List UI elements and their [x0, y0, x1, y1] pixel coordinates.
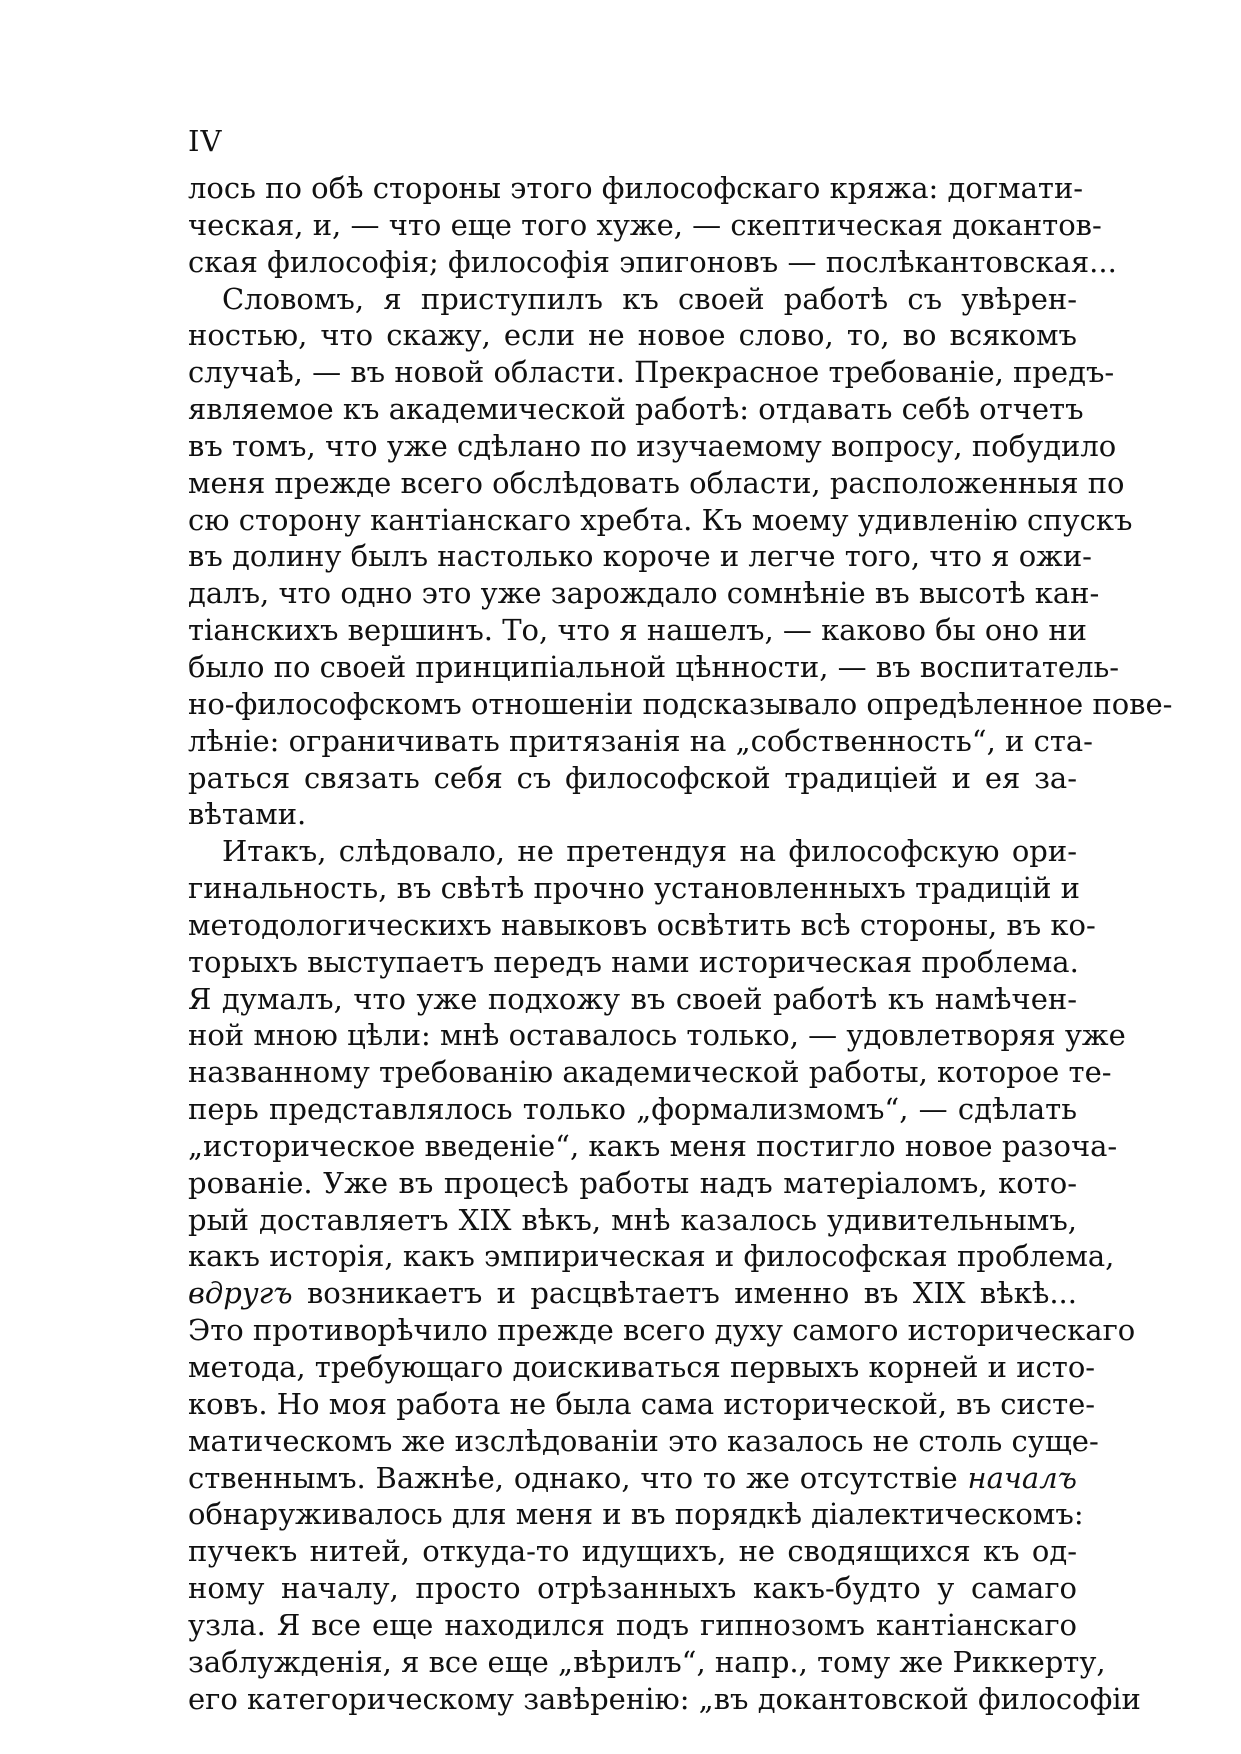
text-line: матическомъ же изслѣдованіи это казалось не столь суще- — [188, 1423, 1099, 1458]
text-line: какъ исторія, какъ эмпирическая и философская проблема, — [188, 1239, 1115, 1274]
line-rest: возникаетъ и расцвѣтаетъ именно въ XIX вѣкѣ... — [306, 1276, 1077, 1311]
text-line: пучекъ нитей, откуда-то идущихъ, не сводящихся къ од- — [188, 1534, 1077, 1569]
text-line: меня прежде всего обслѣдовать области, расположенныя по — [188, 465, 1125, 500]
text-line: сю сторону кантіанскаго хребта. Къ моему удивленію спускъ — [188, 502, 1133, 537]
page-number: IV — [188, 124, 223, 158]
text-line: ностью, что скажу, если не новое слово, то, во всякомъ — [188, 318, 1077, 353]
text-line: ковъ. Но моя работа не была сама исторической, въ систе- — [188, 1386, 1096, 1421]
text-line: названному требованію академической работы, которое те- — [188, 1055, 1112, 1090]
text-line: являемое къ академической работѣ: отдавать себѣ отчетъ — [188, 392, 1084, 427]
text-line: рованіе. Уже въ процесѣ работы надъ матеріаломъ, кото- — [188, 1165, 1077, 1200]
text-line: перь представлялось только „формализмомъ“, — сдѣлать — [188, 1092, 1077, 1127]
text-line: далъ, что одно это уже зарождало сомнѣніе въ высотѣ кан- — [188, 576, 1100, 611]
text-line: Я думалъ, что уже подхожу въ своей работѣ къ намѣчен- — [188, 981, 1077, 1016]
text-line: узла. Я все еще находился подъ гипнозомъ кантіанскаго — [188, 1607, 1077, 1642]
text-line: вѣтами. — [188, 797, 307, 832]
text-line: торыхъ выступаетъ передъ нами историческая проблема. — [188, 944, 1079, 979]
text-line: рый доставляетъ XIX вѣкъ, мнѣ казалось удивительнымъ, — [188, 1202, 1077, 1237]
italic-word: началъ — [967, 1460, 1078, 1495]
italic-word: вдругъ — [188, 1276, 293, 1311]
text-line: заблужденія, я все еще „вѣрилъ“, напр., тому же Риккерту, — [188, 1644, 1106, 1679]
text-line: лѣніе: ограничивать притязанія на „собственность“, и ста- — [188, 723, 1093, 758]
text-line: Это противорѣчило прежде всего духу самого историческаго — [188, 1313, 1136, 1348]
text-line: но-философскомъ отношеніи подсказывало опредѣленное повe- — [188, 686, 1173, 721]
text-line: ская философія; философія эпигоновъ — послѣкантовская... — [188, 244, 1117, 279]
text-line: ной мною цѣли: мнѣ оставалось только, — удовлетворяя уже — [188, 1018, 1126, 1053]
text-line: тіанскихъ вершинъ. То, что я нашелъ, — каково бы оно ни — [188, 613, 1088, 648]
line-start: ственнымъ. Важнѣе, однако, что то же отсутствіе — [188, 1460, 958, 1495]
text-line — [188, 1275, 1077, 1312]
text-line: методологическихъ навыковъ освѣтить всѣ стороны, въ ко- — [188, 907, 1096, 942]
text-line: раться связать себя съ философской традиціей и ея за- — [188, 760, 1077, 795]
text-line: случаѣ, — въ новой области. Прекрасное требованіе, предъ- — [188, 355, 1115, 390]
text-line: обнаруживалось для меня и въ порядкѣ діалектическомъ: — [188, 1497, 1084, 1532]
text-line: „историческое введеніе“, какъ меня постигло новое разоча- — [188, 1128, 1118, 1163]
text-line — [188, 1460, 1077, 1497]
text-line: ному началу, просто отрѣзанныхъ какъ-будто у самаго — [188, 1571, 1077, 1606]
text-line: въ томъ, что уже сдѣлано по изучаемому вопросу, побудило — [188, 428, 1117, 463]
text-line: въ долину былъ настолько короче и легче того, что я ожи- — [188, 539, 1092, 574]
text-line: лось по обѣ стороны этого философскаго кряжа: догмати- — [188, 171, 1084, 205]
text-line: Итакъ, слѣдовало, не претендуя на философскую ори- — [222, 834, 1077, 869]
text-line: Словомъ, я приступилъ къ своей работѣ съ увѣрен- — [222, 281, 1077, 316]
body-text — [188, 170, 1173, 1717]
text-line: ческая, и, — что еще того хуже, — скептическая докантов- — [188, 207, 1102, 242]
text-line: метода, требующаго доискиваться первыхъ корней и исто- — [188, 1350, 1096, 1384]
text-line: гинальность, въ свѣтѣ прочно установленныхъ традицій и — [188, 871, 1080, 906]
text-line: его категорическому завѣренію: „въ докантовской философіи — [188, 1681, 1141, 1716]
text-line: было по своей принципіальной цѣнности, — въ воспитатель- — [188, 649, 1120, 684]
